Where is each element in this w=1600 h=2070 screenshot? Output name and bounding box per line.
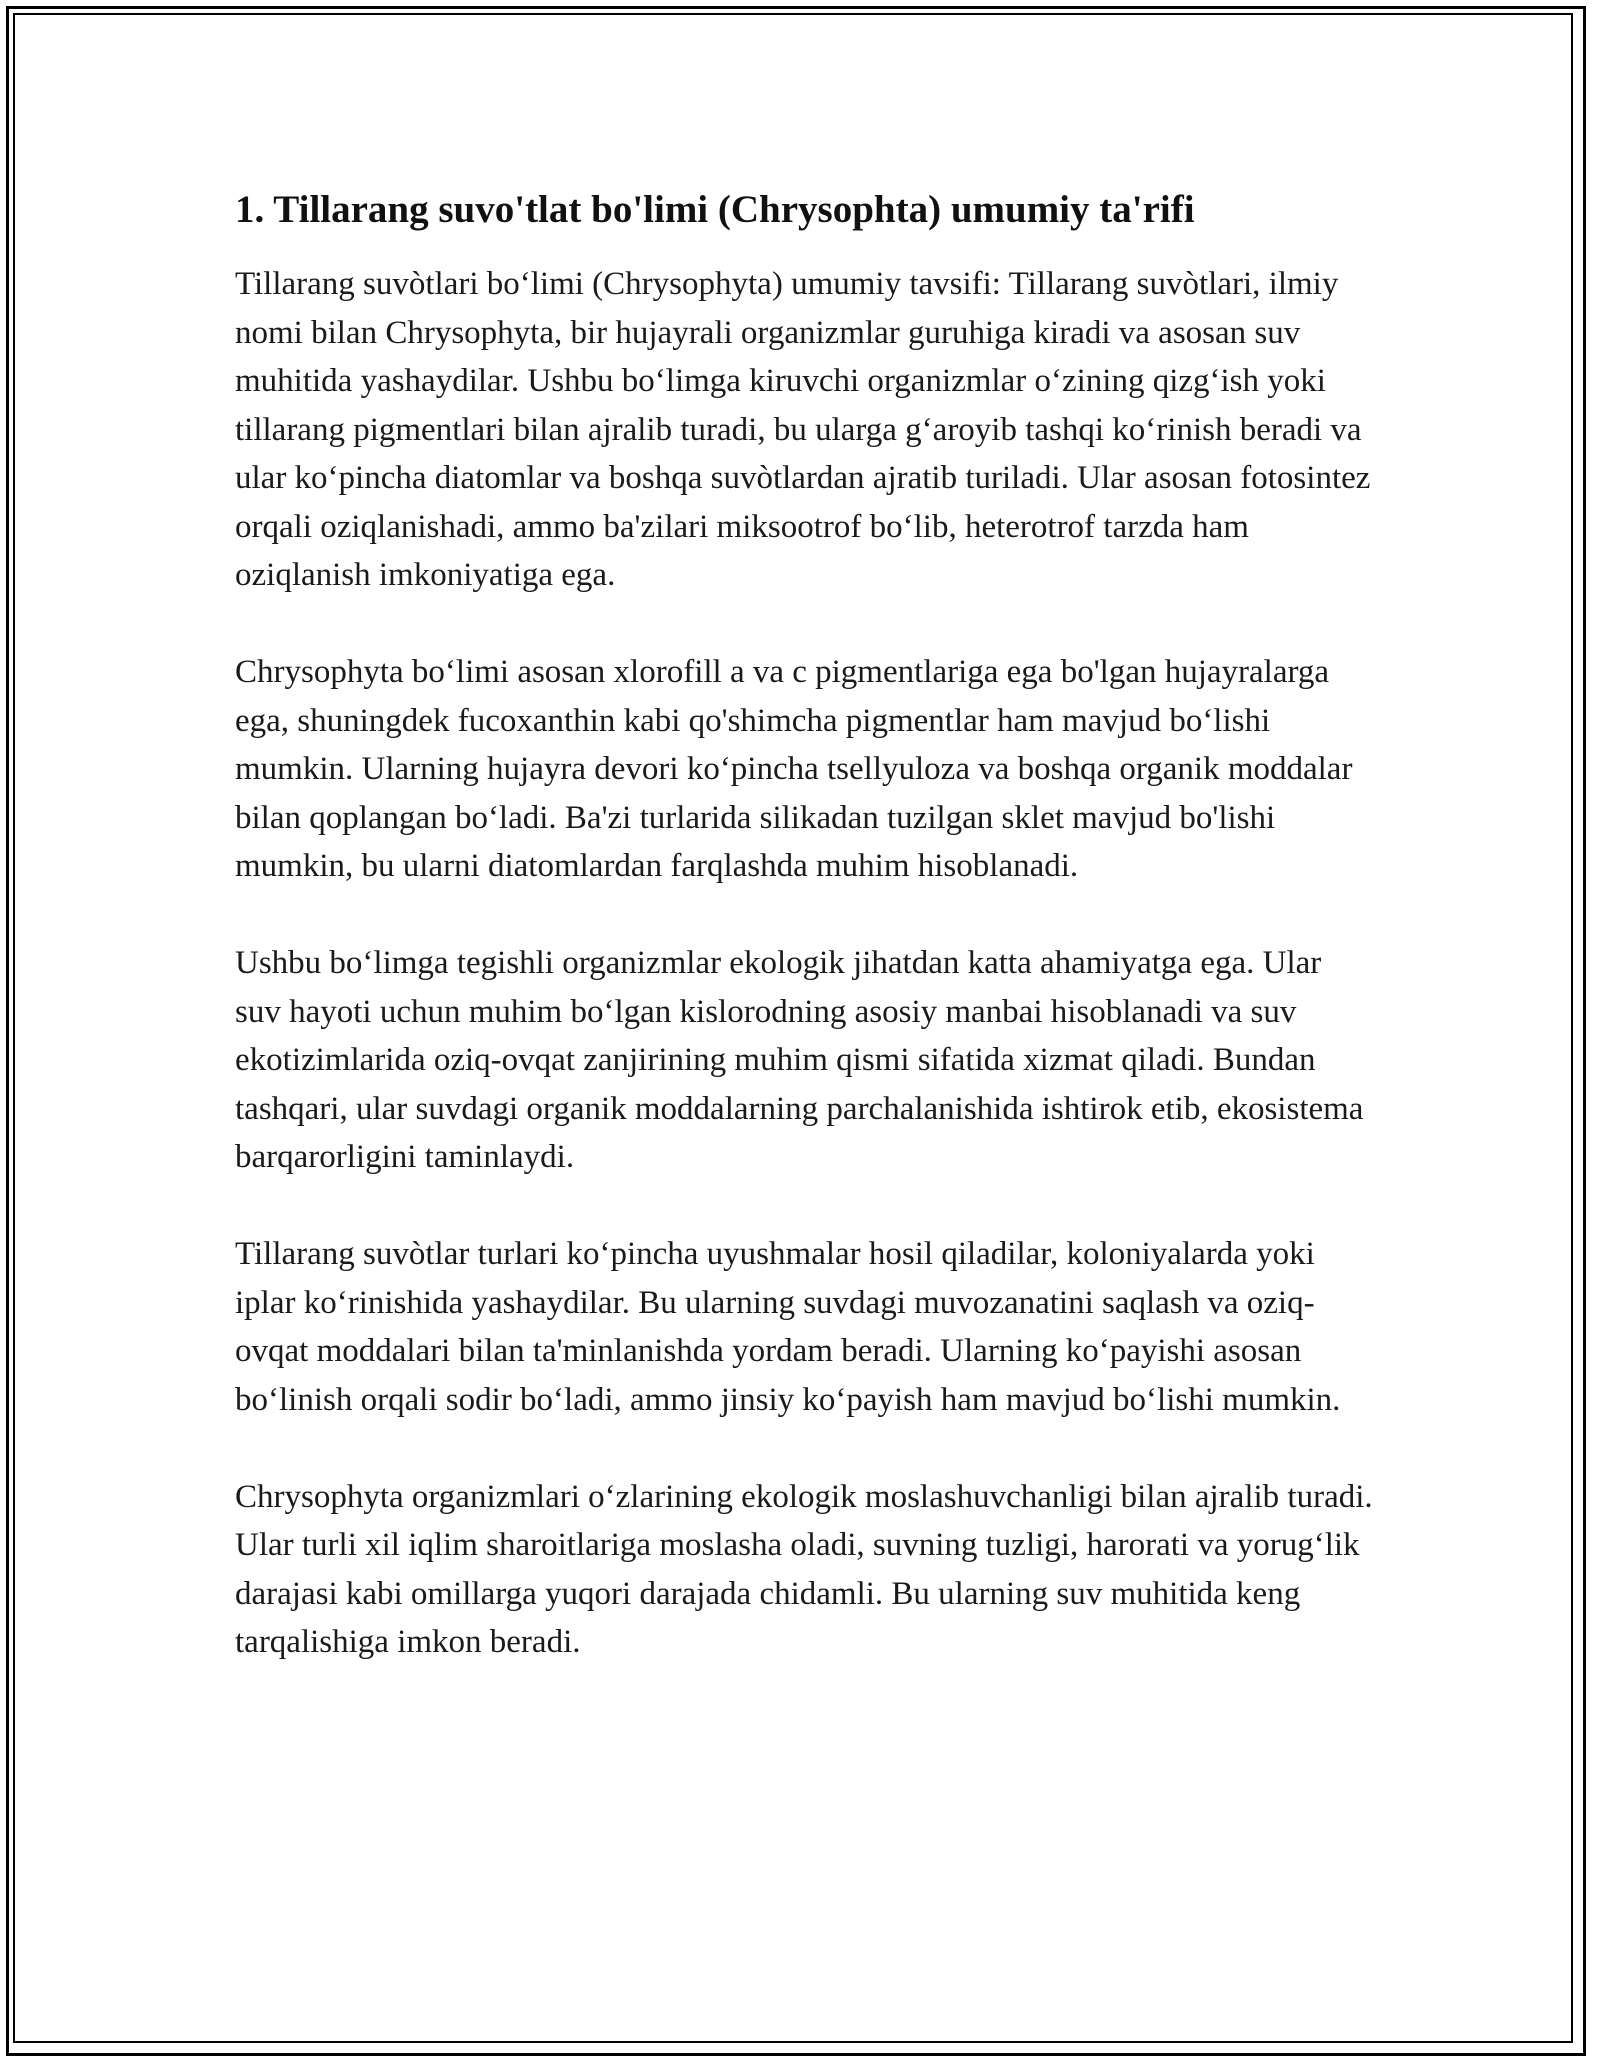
document-title: 1. Tillarang suvo'tlat bo'limi (Chrysophta) umumiy ta'rifi (235, 188, 1195, 231)
paragraph: Tillarang suvòtlar turlari ko‘pincha uyushmalar hosil qiladilar, koloniyalarda yoki iplar ko‘rinishida yashaydilar. Bu ularning suvdagi muvozanatini saqlash va oziq-ovqat moddalari bilan ta'minlanishda yordam beradi. Ularning ko‘payishi asosan bo‘linish orqali sodir bo‘ladi, ammo jinsiy ko‘payish ham mavjud bo‘lishi mumkin. (235, 1236, 1341, 1418)
paragraph: Chrysophyta organizmlari o‘zlarining ekologik moslashuvchanligi bilan ajralib turadi. Ular turli xil iqlim sharoitlariga moslasha oladi, suvning tuzligi, harorati va yorug‘lik darajasi kabi omillarga yuqori darajada chidamli. Bu ularning suv muhitida keng tarqalishiga imkon beradi. (235, 1478, 1373, 1660)
paragraph: Chrysophyta bo‘limi asosan xlorofill a va c pigmentlariga ega bo'lgan hujayralarga ega, shuningdek fucoxanthin kabi qo'shimcha pigmentlar ham mavjud bo‘lishi mumkin. Ularning hujayra devori ko‘pincha tsellyuloza va boshqa organik moddalar bilan qoplangan bo‘ladi. Ba'zi turlarida silikadan tuzilgan sklet mavjud bo'lishi mumkin, bu ularni diatomlardan farqlashda muhim hisoblanadi. (235, 654, 1353, 884)
paragraph: Tillarang suvòtlari bo‘limi (Chrysophyta) umumiy tavsifi: Tillarang suvòtlari, ilmiy nomi bilan Chrysophyta, bir hujayrali organizmlar guruhiga kiradi va asosan suv muhitida yashaydilar. Ushbu bo‘limga kiruvchi organizmlar o‘zining qizg‘ish yoki tillarang pigmentlari bilan ajralib turadi, bu ularga g‘aroyib tashqi ko‘rinish beradi va ular ko‘pincha diatomlar va boshqa suvòtlardan ajratib turiladi. Ular asosan fotosintez orqali oziqlanishadi, ammo ba'zilari miksootrof bo‘lib, heterotrof tarzda ham oziqlanish imkoniyatiga ega. (235, 266, 1371, 593)
paragraph: Ushbu bo‘limga tegishli organizmlar ekologik jihatdan katta ahamiyatga ega. Ular suv hayoti uchun muhim bo‘lgan kislorodning asosiy manbai hisoblanadi va suv ekotizimlarida oziq-ovqat zanjirining muhim qismi sifatida xizmat qiladi. Bundan tashqari, ular suvdagi organik moddalarning parchalanishida ishtirok etib, ekosistema barqarorligini taminlaydi. (235, 945, 1364, 1175)
document-body (235, 186, 1375, 1715)
